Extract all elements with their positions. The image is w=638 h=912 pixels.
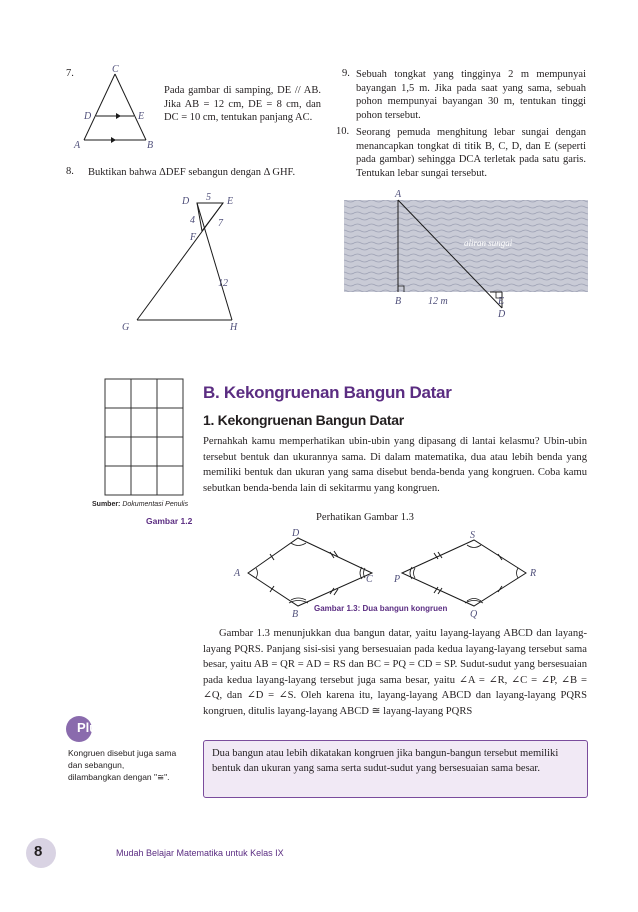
problem-7-text: Pada gambar di samping, DE // AB. Jika AB = 12 cm, DE = 8 cm, dan DC = 10 cm, tentukan panjang AC. bbox=[164, 85, 321, 123]
p7-label-b: B bbox=[147, 140, 154, 151]
tile-figure-caption: Gambar 1.2 bbox=[146, 516, 193, 526]
p8-label-f: F bbox=[190, 232, 197, 243]
p10-label-d: D bbox=[498, 309, 506, 320]
p8-label-d: D bbox=[182, 196, 190, 207]
tile-grid-figure bbox=[104, 378, 184, 496]
problem-10-river-figure bbox=[340, 186, 590, 322]
kite-abcd bbox=[248, 538, 372, 606]
p7-label-a: A bbox=[74, 140, 81, 151]
problem-10-text: Seorang pemuda menghitung lebar sungai dengan menancapkan tongkat di titik B, C, D, dan E (seperti pada gambar) sehingga DCA terletak pada satu garis. Tentukan lebar sungai tersebut. bbox=[356, 127, 586, 179]
problem-8-number: 8. bbox=[66, 166, 74, 177]
definition-box: Dua bangun atau lebih dikatakan kongruen jika bangun-bangun tersebut memiliki bentuk dan ukuran yang sama serta sudut-sudut yang bersesuaian sama besar. bbox=[203, 740, 588, 798]
kite-label-a: A bbox=[234, 568, 241, 579]
problem-9-text: Sebuah tongkat yang tingginya 2 m mempunyai bayangan 1,5 m. Jika pada saat yang sama, sebuah pohon mempunyai bayangan 30 m, tentukan tinggi pohon tersebut. bbox=[356, 69, 586, 121]
p7-label-d: D bbox=[84, 111, 92, 122]
p10-label-b: B bbox=[395, 296, 402, 307]
problem-8-bowtie-figure bbox=[110, 188, 260, 338]
p7-label-e: E bbox=[138, 111, 145, 122]
problem-7-triangle-figure bbox=[70, 62, 160, 152]
tile-source-text: Dokumentasi Penulis bbox=[122, 501, 189, 508]
section-title: B. Kekongruenan Bangun Datar bbox=[203, 383, 452, 402]
p10-label-a: A bbox=[395, 189, 402, 200]
p8-length-fh: 12 bbox=[218, 278, 228, 289]
see-figure-text: Perhatikan Gambar 1.3 bbox=[316, 512, 414, 523]
kite-label-p: P bbox=[394, 574, 401, 585]
kites-figure-caption: Gambar 1.3: Dua bangun kongruen bbox=[314, 604, 448, 613]
kite-label-r: R bbox=[530, 568, 537, 579]
p10-label-e: E bbox=[498, 296, 505, 307]
explanation-paragraph: Gambar 1.3 menunjukkan dua bangun datar, yaitu layang-layang ABCD dan layang-layang PQRS. Panjang sisi-sisi yang bersesuaian pada kedua layang-layang tersebut sama besar, yaitu AB = QR = AD = RS dan BC = PQ = CD = SP. Sudut-sudut yang bersesuaian pada kedua layang-layang tersebut juga sama besar, yaitu ∠A = ∠R, ∠C = ∠P, ∠B = ∠Q, dan ∠D = ∠S. Oleh karena itu, layang-layang ABCD dan layang-layang PQRS kongruen, ditulis layang-layang ABCD ≅ layang-layang PQRS bbox=[203, 628, 587, 717]
section-intro: Pernahkah kamu memperhatikan ubin-ubin yang dipasang di lantai kelasmu? Ubin-ubin tersebut bentuk dan ukurannya sama. Di dalam matematika, dua atau lebih benda yang memiliki bentuk dan ukuran yang sama disebut benda-benda yang kongruen. Coba kamu sebutkan benda-benda lain di sekitarmu yang kongruen. bbox=[203, 436, 587, 494]
kite-label-q: Q bbox=[470, 609, 478, 620]
p10-river-label: aliran sungai bbox=[464, 238, 513, 248]
kite-pqrs bbox=[402, 540, 526, 606]
tile-source-label: Sumber: bbox=[92, 501, 121, 508]
kite-label-d: D bbox=[292, 528, 300, 539]
problem-9-number: 9. bbox=[342, 68, 350, 79]
p8-label-h: H bbox=[230, 322, 238, 333]
p7-label-c: C bbox=[112, 64, 119, 75]
p8-label-g: G bbox=[122, 322, 130, 333]
footer-book-title: Mudah Belajar Matematika untuk Kelas IX bbox=[116, 848, 284, 858]
p8-label-e: E bbox=[227, 196, 234, 207]
plus-note: Kongruen disebut juga sama dan sebangun, dilambangkan dengan "≅". bbox=[68, 748, 177, 782]
problem-8-text: Buktikan bahwa ΔDEF sebangun dengan Δ GHF. bbox=[88, 167, 296, 178]
problem-10-number: 10. bbox=[336, 126, 350, 137]
kite-label-b: B bbox=[292, 609, 299, 620]
section-subtitle: 1. Kekongruenan Bangun Datar bbox=[203, 412, 404, 428]
problem-7-number: 7. bbox=[66, 68, 74, 79]
p8-length-df: 4 bbox=[190, 215, 195, 226]
p8-length-fe: 7 bbox=[218, 218, 223, 229]
tile-figure-source bbox=[92, 501, 188, 508]
p10-length-bc: 12 m bbox=[428, 296, 448, 307]
plus-title: Plus+ bbox=[77, 720, 113, 735]
kite-label-c: C bbox=[366, 574, 373, 585]
p8-length-de: 5 bbox=[206, 192, 211, 203]
page-number: 8 bbox=[34, 843, 43, 860]
kite-label-s: S bbox=[470, 530, 475, 541]
